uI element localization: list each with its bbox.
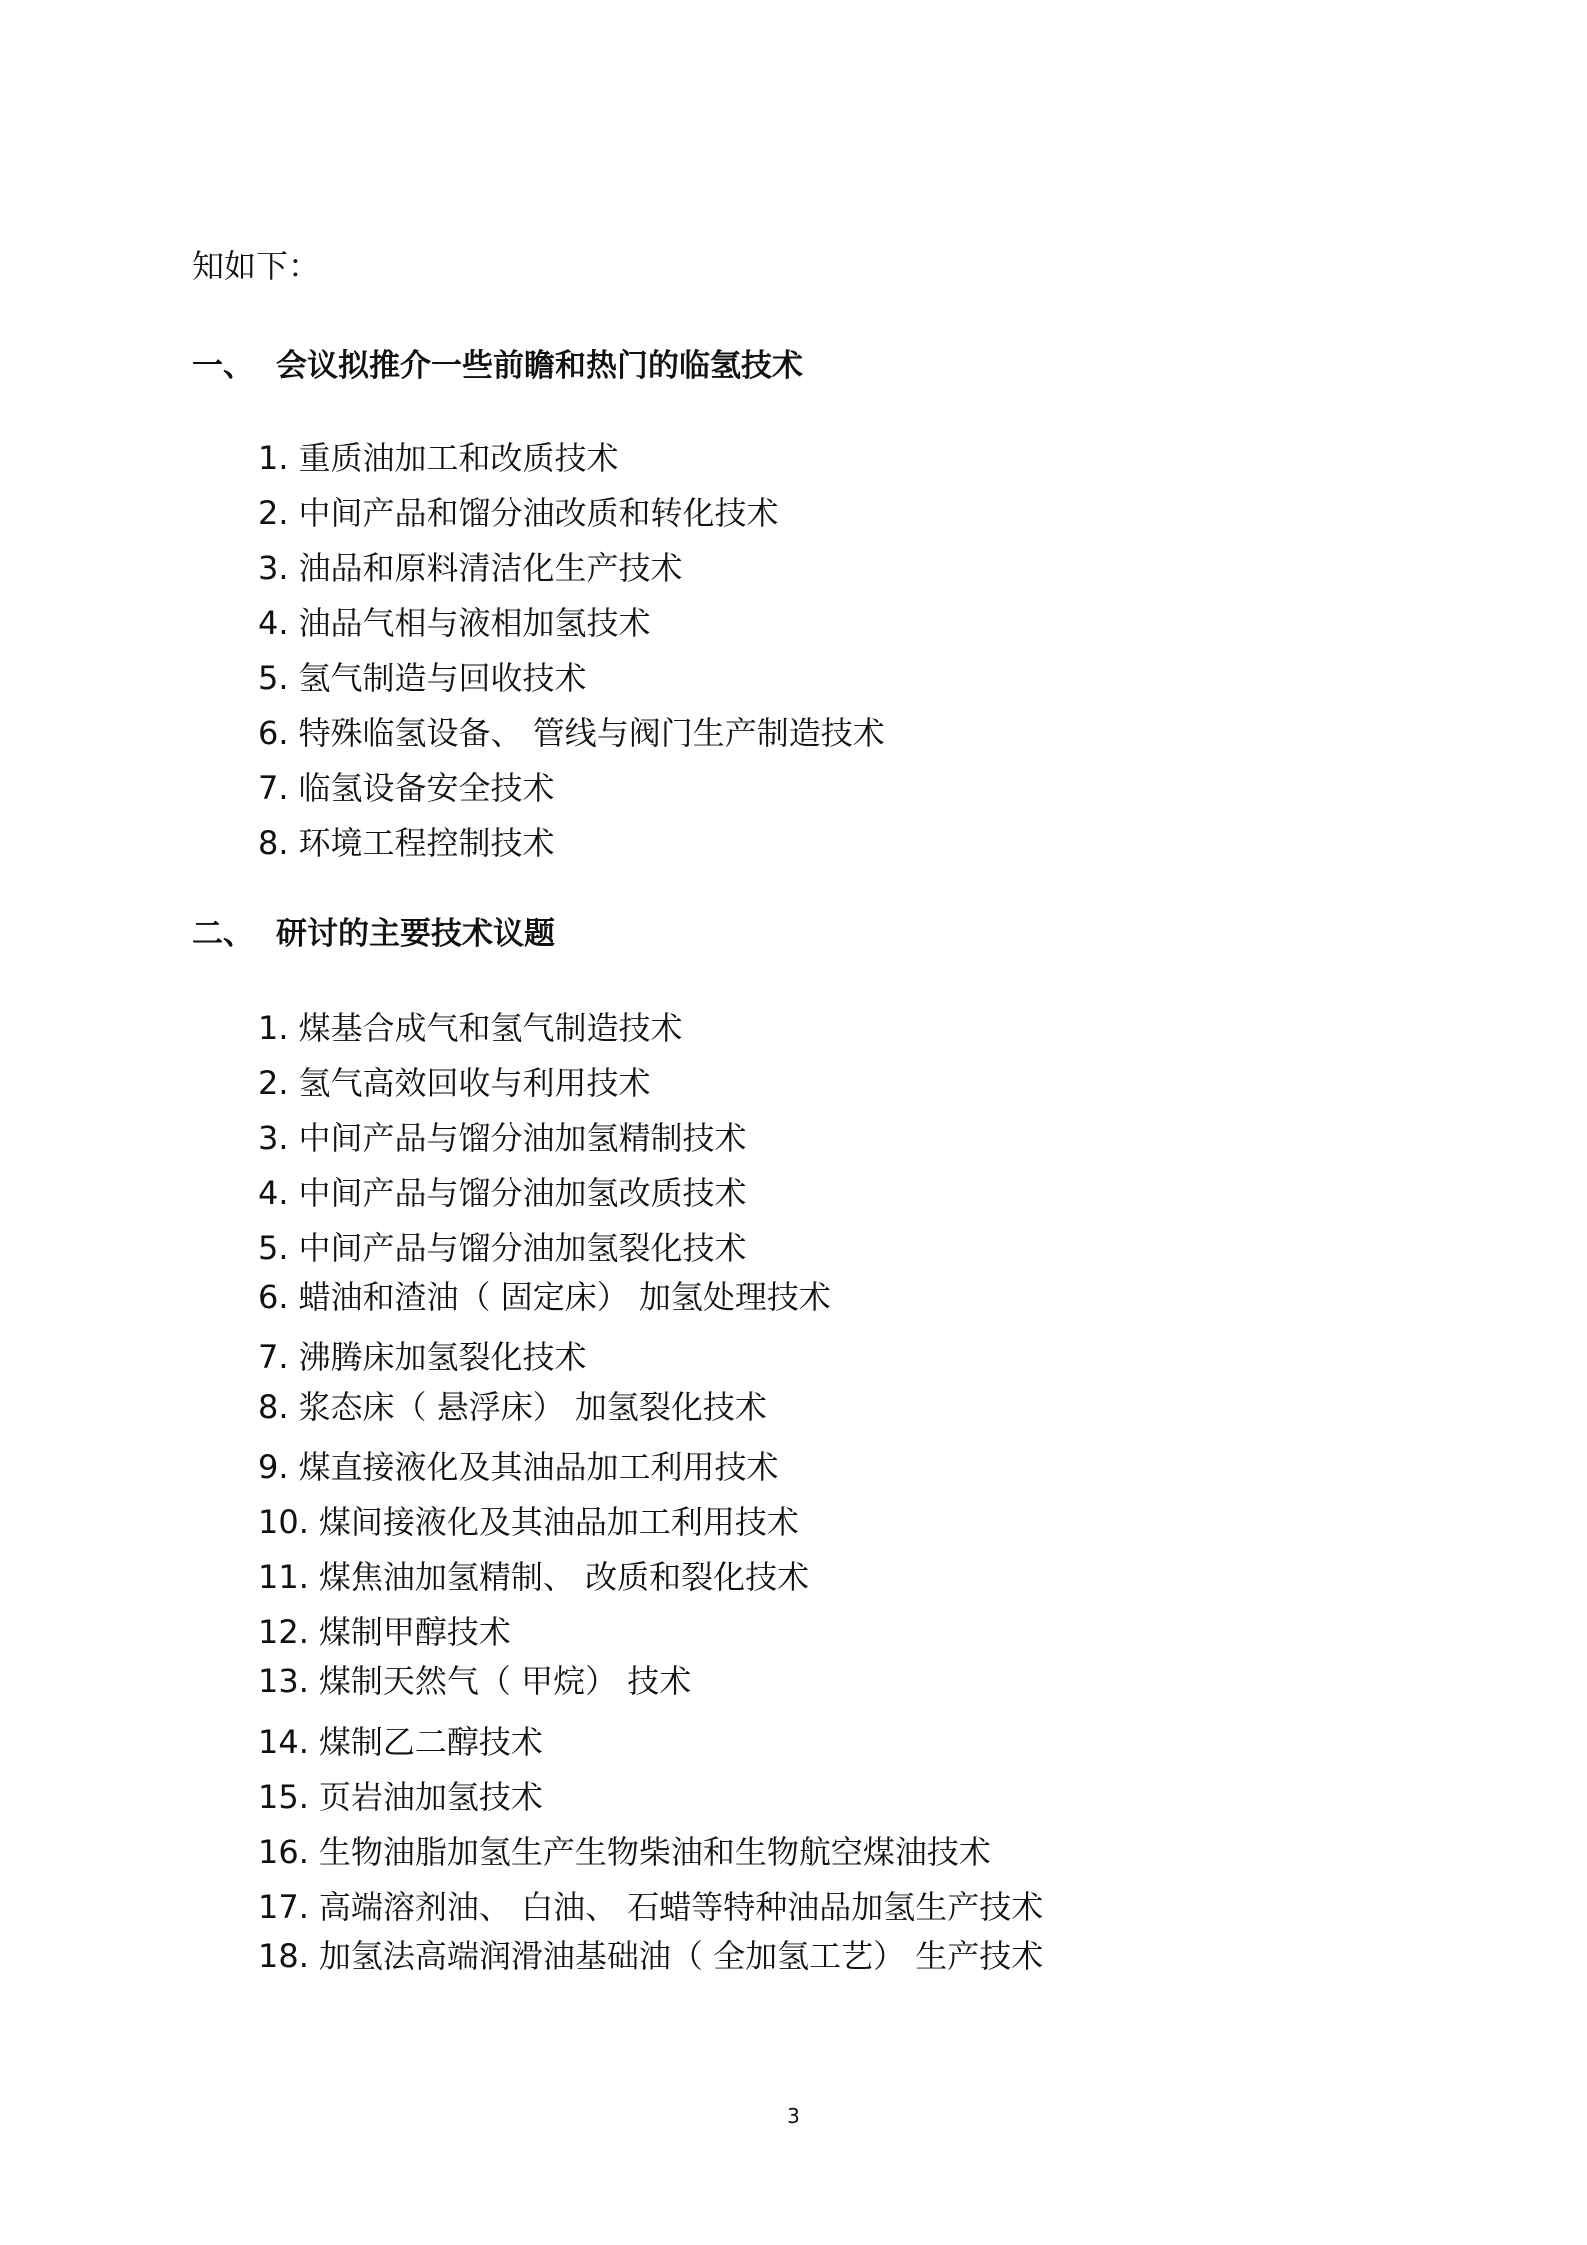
list-item: 13. 煤制天然气（ 甲烷） 技术 xyxy=(258,1662,692,1700)
section-1-title: 会议拟推介一些前瞻和热门的临氢技术 xyxy=(276,348,803,384)
list-item: 11. 煤焦油加氢精制、 改质和裂化技术 xyxy=(258,1558,810,1596)
page-number: 3 xyxy=(787,2104,800,2128)
list-item: 2. 中间产品和馏分油改质和转化技术 xyxy=(258,494,779,532)
list-item: 8. 浆态床（ 悬浮床） 加氢裂化技术 xyxy=(258,1388,767,1426)
list-item: 4. 油品气相与液相加氢技术 xyxy=(258,604,651,642)
intro-text: 知如下： xyxy=(192,247,321,285)
list-item: 10. 煤间接液化及其油品加工利用技术 xyxy=(258,1503,799,1541)
list-item: 9. 煤直接液化及其油品加工利用技术 xyxy=(258,1448,779,1486)
list-item: 7. 临氢设备安全技术 xyxy=(258,769,555,807)
list-item: 6. 特殊临氢设备、 管线与阀门生产制造技术 xyxy=(258,714,885,752)
list-item: 8. 环境工程控制技术 xyxy=(258,824,555,862)
section-1-heading xyxy=(192,346,803,386)
list-item: 5. 氢气制造与回收技术 xyxy=(258,659,587,697)
list-item: 5. 中间产品与馏分油加氢裂化技术 xyxy=(258,1229,747,1267)
list-item: 18. 加氢法高端润滑油基础油（ 全加氢工艺） 生产技术 xyxy=(258,1937,1044,1975)
list-item: 7. 沸腾床加氢裂化技术 xyxy=(258,1338,587,1376)
list-item: 12. 煤制甲醇技术 xyxy=(258,1613,511,1651)
list-item: 3. 油品和原料清洁化生产技术 xyxy=(258,549,683,587)
section-2-title: 研讨的主要技术议题 xyxy=(276,916,555,952)
list-item: 16. 生物油脂加氢生产生物柴油和生物航空煤油技术 xyxy=(258,1833,991,1871)
list-item: 1. 煤基合成气和氢气制造技术 xyxy=(258,1009,683,1047)
list-item: 3. 中间产品与馏分油加氢精制技术 xyxy=(258,1119,747,1157)
list-item: 4. 中间产品与馏分油加氢改质技术 xyxy=(258,1174,747,1212)
section-2-number: 二、 xyxy=(192,916,254,952)
list-item: 1. 重质油加工和改质技术 xyxy=(258,439,619,477)
section-2-heading xyxy=(192,914,555,954)
list-item: 14. 煤制乙二醇技术 xyxy=(258,1723,543,1761)
list-item: 2. 氢气高效回收与利用技术 xyxy=(258,1064,651,1102)
list-item: 15. 页岩油加氢技术 xyxy=(258,1778,543,1816)
section-1-number: 一、 xyxy=(192,348,254,384)
list-item: 6. 蜡油和渣油（ 固定床） 加氢处理技术 xyxy=(258,1278,831,1316)
list-item: 17. 高端溶剂油、 白油、 石蜡等特种油品加氢生产技术 xyxy=(258,1888,1044,1926)
